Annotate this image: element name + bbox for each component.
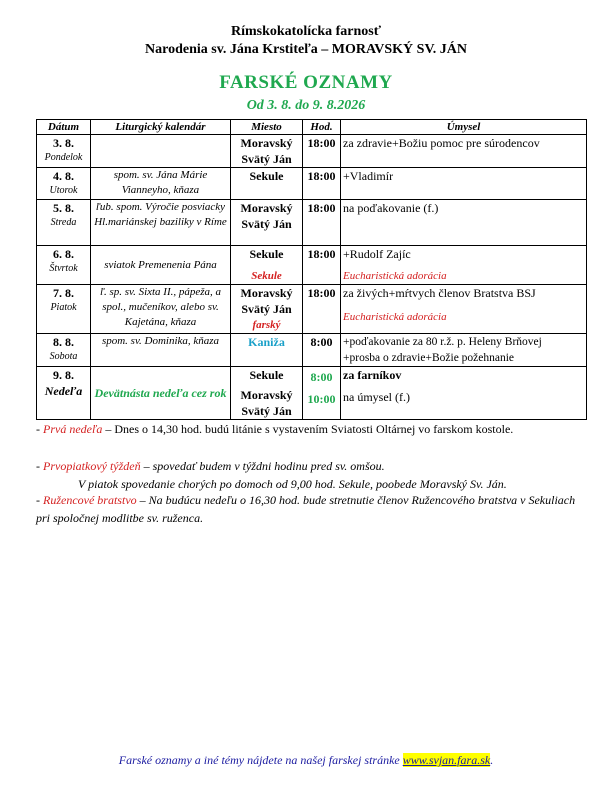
row-date: 3. 8. — [53, 136, 74, 150]
note-rosary: - Ružencové bratstvo – Na budúcu nedeľu o 16,30 hod. bude stretnutie členov Ružencového bratstva v Sekuliach pri spoločnej modlitbe sv. ruženca. — [36, 493, 576, 525]
row-intent-2: +prosba o zdravie+Božie požehnanie — [343, 352, 515, 364]
col-place: Miesto — [231, 120, 303, 135]
row-liturgy: spom. sv. Jána Márie Vianneyho, kňaza — [91, 168, 231, 200]
row-liturgy: spom. sv. Dominika, kňaza — [91, 334, 231, 367]
row-day: Sobota — [49, 351, 78, 362]
row-intent: +poďakovanie za 80 r.ž. p. Heleny Brňovej — [343, 336, 542, 348]
table-row — [37, 168, 587, 200]
row-liturgy: ľub. spom. Výročie posviacky Hl.mariánskej baziliky v Ríme — [91, 200, 231, 246]
row-place: Moravský Svätý Ján — [231, 135, 303, 168]
row-day: Pondelok — [44, 152, 83, 163]
row-place: Sekule — [231, 168, 303, 200]
row-intent: +Rudolf Zajíc — [343, 247, 411, 261]
row-intent: za zdravie+Božiu pomoc pre súrodencov — [341, 135, 587, 168]
row-intent-2: na úmysel (f.) — [343, 390, 410, 404]
table-row — [37, 200, 587, 246]
table-row — [37, 334, 587, 367]
parish-subtitle: Narodenia sv. Jána Krstiteľa – MORAVSKÝ SV. JÁN — [145, 42, 467, 57]
row-liturgy: ľ. sp. sv. Sixta II., pápeža, a spol., mučeníkov, alebo sv. Kajetána, kňaza — [91, 285, 231, 334]
table-row — [37, 285, 587, 334]
col-intent: Úmysel — [341, 120, 587, 135]
col-hour: Hod. — [303, 120, 341, 135]
row-intent: za farníkov — [343, 368, 402, 382]
row-intent-note: Eucharistická adorácia — [343, 270, 447, 282]
row-hour: 8:00 — [310, 370, 333, 384]
row-hour: 18:00 — [303, 200, 341, 246]
website-link[interactable]: www.svjan.fara.sk — [402, 753, 491, 767]
page-title: FARSKÉ OZNAMY — [219, 72, 393, 93]
table-row — [37, 135, 587, 168]
row-date: 9. 8. — [53, 368, 74, 382]
note-text: – Na budúcu nedeľu o 16,30 hod. bude stretnutie členov Ružencového bratstva v Sekuliach pri spoločnej modlitbe sv. ruženca. — [36, 493, 576, 525]
footer-text: Farské oznamy a iné témy nájdete na našej farskej stránke — [118, 753, 403, 767]
row-hour: 18:00 — [303, 135, 341, 168]
row-place-note: farský — [252, 319, 281, 331]
row-day: Piatok — [50, 302, 77, 313]
table-header-row — [37, 120, 587, 135]
row-date: 4. 8. — [53, 169, 74, 183]
row-liturgy: sviatok Premenenia Pána — [91, 246, 231, 285]
row-intent: za živých+mŕtvych členov Bratstva BSJ — [343, 286, 536, 300]
date-period: Od 3. 8. do 9. 8.2026 — [246, 98, 366, 113]
row-intent-note: Eucharistická adorácia — [343, 311, 447, 323]
row-date: 7. 8. — [53, 286, 74, 300]
row-hour: 18:00 — [303, 285, 341, 334]
row-date: 6. 8. — [53, 247, 74, 261]
row-intent: na poďakovanie (f.) — [341, 200, 587, 246]
row-date: 8. 8. — [53, 335, 74, 349]
note-first-friday: - Prvopiatkový týždeň – spovedať budem v týždni hodinu pred sv. omšou. V piatok spovedanie chorých po domoch od 9,00 hod. Sekule, poobede Moravský Sv. Ján. — [36, 459, 507, 491]
row-hour: 8:00 — [303, 334, 341, 367]
note-label: Prvopiatkový týždeň — [43, 459, 141, 473]
row-place: Moravský Svätý Ján — [240, 286, 293, 316]
note-text: – Dnes o 14,30 hod. budú litánie s vystavením Sviatosti Oltárnej vo farskom kostole. — [102, 422, 514, 436]
row-intent: +Vladimír — [341, 168, 587, 200]
row-place: Sekule — [249, 247, 284, 261]
row-day: Štvrtok — [49, 263, 78, 274]
row-liturgy: Devätnásta nedeľa cez rok — [91, 367, 231, 420]
row-place: Kaniža — [231, 334, 303, 367]
row-liturgy — [91, 135, 231, 168]
row-place: Sekule — [249, 368, 284, 382]
row-day: Nedeľa — [44, 384, 83, 398]
parish-name: Rímskokatolícka farnosť — [230, 24, 382, 39]
col-date: Dátum — [37, 120, 91, 135]
footer — [0, 753, 612, 768]
row-hour: 18:00 — [303, 168, 341, 200]
table-row — [37, 367, 587, 420]
row-place-note: Sekule — [251, 270, 282, 282]
note-first-sunday: - Prvá nedeľa – Dnes o 14,30 hod. budú litánie s vystavením Sviatosti Oltárnej vo farskom kostole. — [36, 422, 514, 436]
schedule-table — [36, 119, 587, 420]
row-day: Utorok — [49, 185, 78, 196]
row-date: 5. 8. — [53, 201, 74, 215]
row-hour-2: 10:00 — [307, 392, 336, 406]
note-label: Prvá nedeľa — [43, 422, 103, 436]
col-liturgy: Liturgický kalendár — [91, 120, 231, 135]
row-place: Moravský Svätý Ján — [231, 200, 303, 246]
note-label: Ružencové bratstvo — [43, 493, 137, 507]
row-hour: 18:00 — [303, 246, 341, 285]
table-row — [37, 246, 587, 285]
row-day: Streda — [50, 217, 77, 228]
row-place-2: Moravský Svätý Ján — [240, 388, 293, 418]
footer-end: . — [490, 753, 494, 767]
note-text-2: V piatok spovedanie chorých po domoch od 9,00 hod. Sekule, poobede Moravský Sv. Ján. — [78, 477, 507, 491]
note-text: – spovedať budem v týždni hodinu pred sv. omšou. — [140, 459, 385, 473]
